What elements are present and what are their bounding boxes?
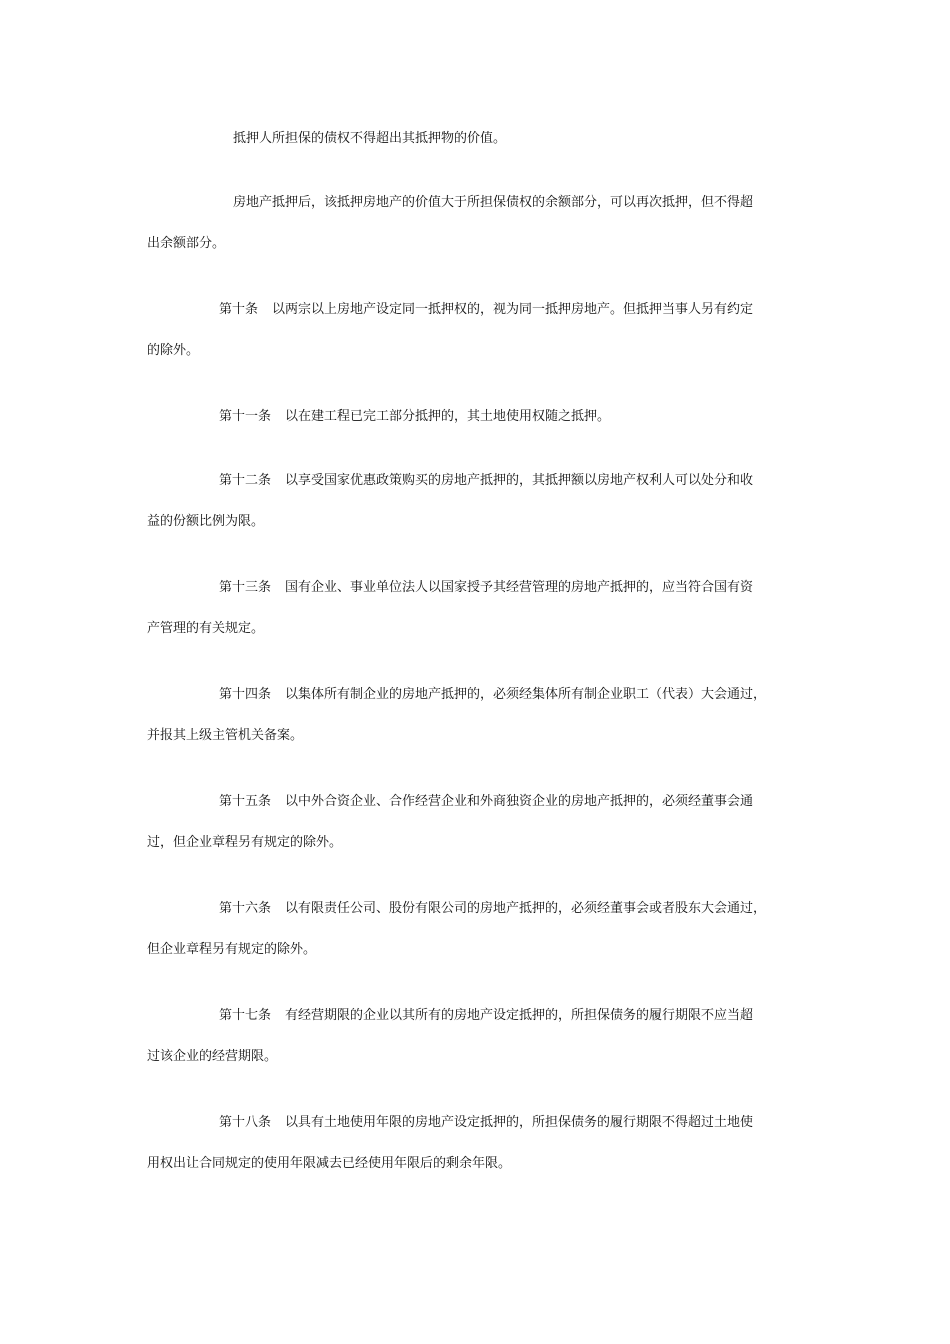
article-first-line: [147, 289, 807, 330]
article-15: [147, 781, 807, 863]
paragraph-line: 用权出让合同规定的使用年限减去已经使用年限后的剩余年限。: [147, 1156, 512, 1171]
article-12: [147, 460, 807, 542]
article-17: [147, 995, 807, 1077]
article-number: 第十五条: [219, 794, 272, 809]
article-first-line: [147, 674, 807, 715]
article-text: 以在建工程已完工部分抵押的，其土地使用权随之抵押。: [285, 409, 611, 424]
article-18: [147, 1102, 807, 1184]
paragraph-line: 但企业章程另有规定的除外。: [147, 942, 317, 957]
paragraph-line: 抵押人所担保的债权不得超出其抵押物的价值。: [233, 131, 507, 146]
article-first-line: [147, 460, 807, 501]
article-text: 国有企业、事业单位法人以国家授予其经营管理的房地产抵押的，应当符合国有资: [285, 580, 754, 595]
article-16: [147, 888, 807, 970]
article-first-line: [147, 995, 807, 1036]
paragraph-line: 过，但企业章程另有规定的除外。: [147, 835, 343, 850]
paragraph-mortgage-value-limit: [147, 118, 807, 159]
article-first-line: [147, 567, 807, 608]
article-number: 第十一条: [219, 409, 272, 424]
paragraph-line: 出余额部分。: [147, 236, 226, 251]
article-number: 第十七条: [219, 1008, 272, 1023]
article-number: 第十二条: [219, 473, 272, 488]
article-11: [147, 396, 807, 437]
article-13: [147, 567, 807, 649]
paragraph-line: 产管理的有关规定。: [147, 621, 265, 636]
paragraph-line: 益的份额比例为限。: [147, 514, 265, 529]
article-text: 以中外合资企业、合作经营企业和外商独资企业的房地产抵押的，必须经董事会通: [285, 794, 754, 809]
article-first-line: [147, 396, 807, 437]
paragraph-line: 的除外。: [147, 343, 200, 358]
article-10: [147, 289, 807, 371]
article-number: 第十八条: [219, 1115, 272, 1130]
paragraph-line: 并报其上级主管机关备案。: [147, 728, 304, 743]
article-text: 以享受国家优惠政策购买的房地产抵押的，其抵押额以房地产权利人可以处分和收: [285, 473, 754, 488]
article-first-line: [147, 781, 807, 822]
paragraph-re-mortgage: [147, 182, 807, 264]
article-text: 以两宗以上房地产设定同一抵押权的，视为同一抵押房地产。但抵押当事人另有约定: [272, 302, 754, 317]
article-text: 以具有土地使用年限的房地产设定抵押的，所担保债务的履行期限不得超过土地使: [285, 1115, 754, 1130]
paragraph-line: 过该企业的经营期限。: [147, 1049, 278, 1064]
paragraph-line: 房地产抵押后，该抵押房地产的价值大于所担保债权的余额部分，可以再次抵押，但不得超: [233, 195, 754, 210]
article-number: 第十六条: [219, 901, 272, 916]
article-text: 以有限责任公司、股份有限公司的房地产抵押的，必须经董事会或者股东大会通过，: [285, 901, 767, 916]
article-number: 第十条: [219, 302, 259, 317]
article-text: 以集体所有制企业的房地产抵押的，必须经集体所有制企业职工（代表）大会通过，: [285, 687, 767, 702]
article-14: [147, 674, 807, 756]
article-first-line: [147, 1102, 807, 1143]
article-number: 第十三条: [219, 580, 272, 595]
article-number: 第十四条: [219, 687, 272, 702]
article-first-line: [147, 888, 807, 929]
article-text: 有经营期限的企业以其所有的房地产设定抵押的，所担保债务的履行期限不应当超: [285, 1008, 754, 1023]
